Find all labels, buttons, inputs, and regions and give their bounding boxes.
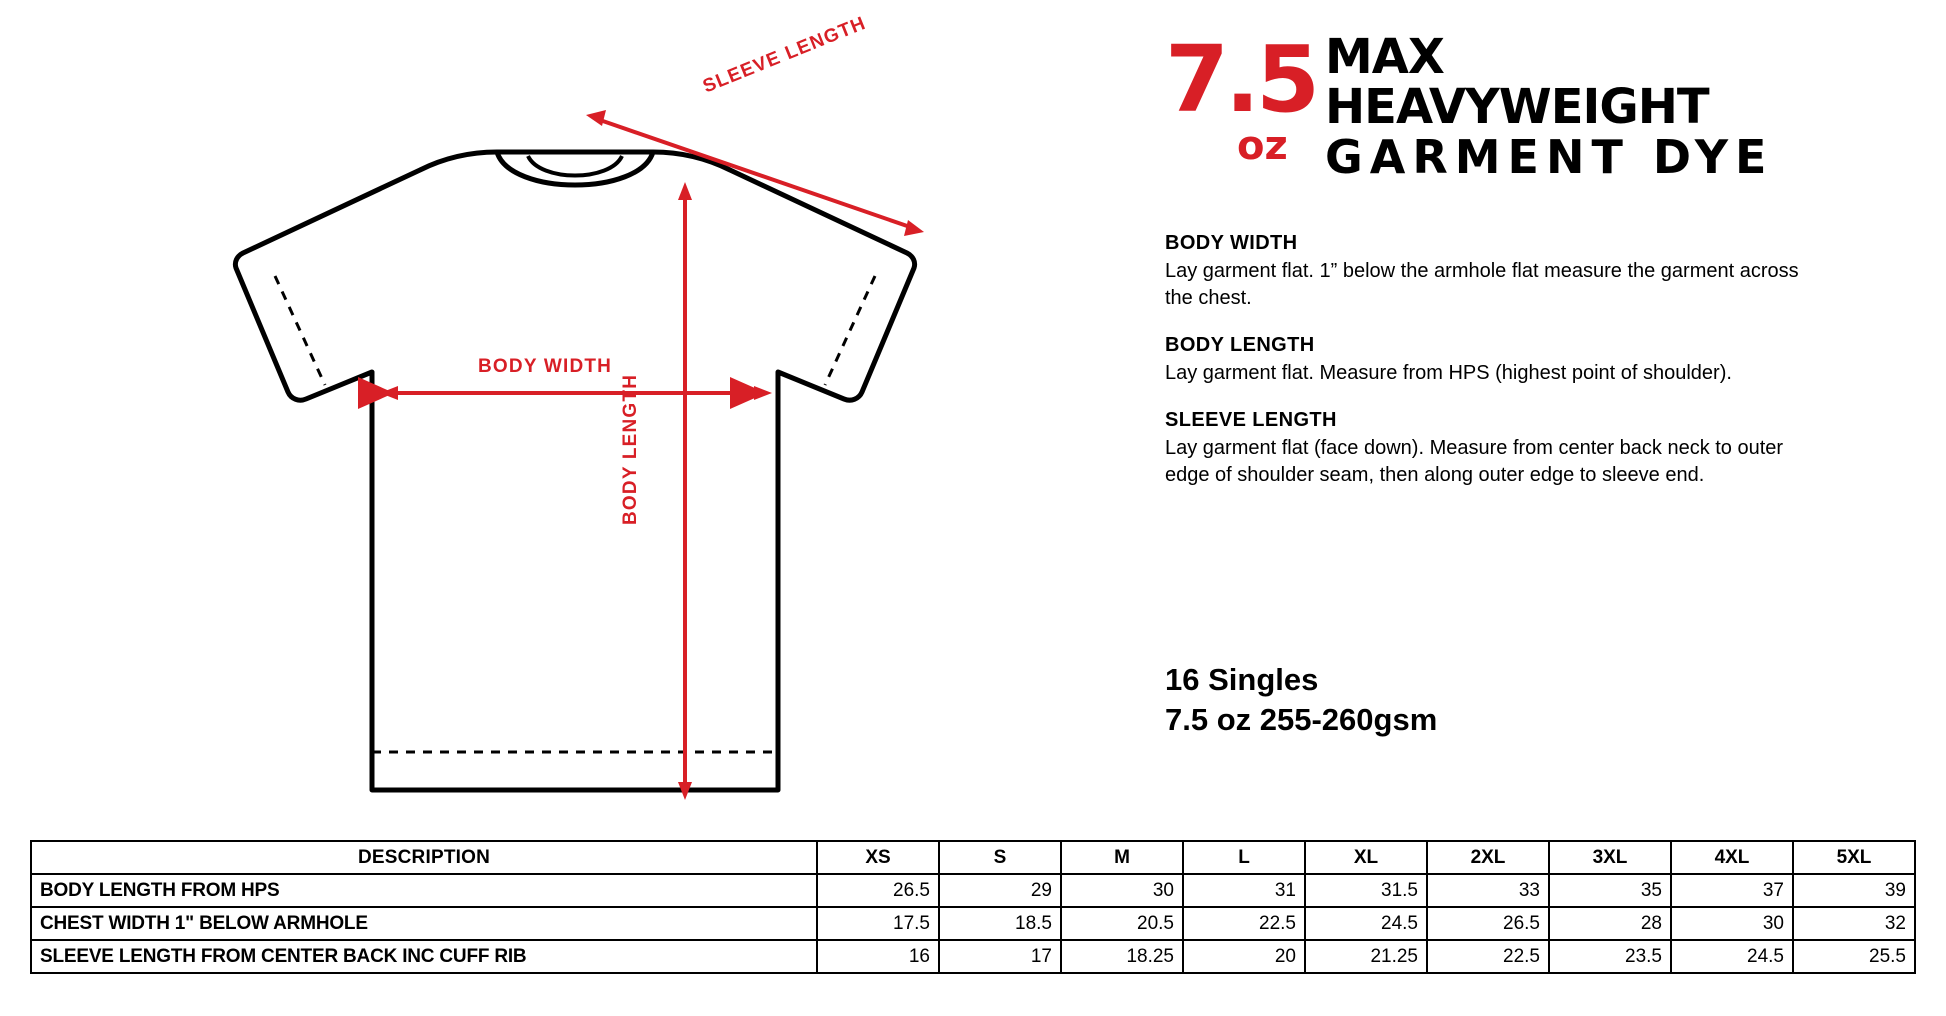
- cell-value: 20: [1183, 940, 1305, 973]
- sleeve-length-label: SLEEVE LENGTH: [700, 12, 870, 98]
- sleeve-length-arrow-end: [904, 220, 924, 236]
- cell-value: 30: [1061, 874, 1183, 907]
- cell-value: 39: [1793, 874, 1915, 907]
- cell-value: 31: [1183, 874, 1305, 907]
- tshirt-outline: [235, 152, 914, 790]
- cell-value: 29: [939, 874, 1061, 907]
- column-header-size: 4XL: [1671, 841, 1793, 874]
- column-header-size: XL: [1305, 841, 1427, 874]
- spec-singles: 16 Singles: [1165, 662, 1319, 697]
- cell-value: 32: [1793, 907, 1915, 940]
- size-table: [30, 840, 1916, 974]
- cell-value: 17: [939, 940, 1061, 973]
- brand-weight-unit: oz: [1237, 123, 1288, 169]
- instruction-title: BODY WIDTH: [1165, 232, 1298, 254]
- cell-value: 25.5: [1793, 940, 1915, 973]
- table-row: [31, 874, 1915, 907]
- fabric-spec: [1165, 660, 1437, 740]
- row-label: BODY LENGTH FROM HPS: [31, 874, 817, 907]
- cell-value: 33: [1427, 874, 1549, 907]
- garment-diagram: [0, 0, 1120, 820]
- column-header-size: L: [1183, 841, 1305, 874]
- sleeve-length-arrow-start: [586, 110, 606, 126]
- cell-value: 30: [1671, 907, 1793, 940]
- instruction-title: BODY LENGTH: [1165, 334, 1315, 356]
- brand-line-heavyweight: HEAVYWEIGHT: [1325, 79, 1709, 135]
- column-header-size: 5XL: [1793, 841, 1915, 874]
- cell-value: 16: [817, 940, 939, 973]
- instruction-text: Lay garment flat. Measure from HPS (highest point of shoulder).: [1165, 362, 1732, 384]
- row-label: CHEST WIDTH 1" BELOW ARMHOLE: [31, 907, 817, 940]
- cell-value: 20.5: [1061, 907, 1183, 940]
- cell-value: 18.25: [1061, 940, 1183, 973]
- instruction-body-width: [1165, 232, 1825, 312]
- instruction-text: Lay garment flat (face down). Measure from center back neck to outer edge of shoulder seam, then along outer edge to sleeve end.: [1165, 437, 1784, 486]
- product-info-panel: [1165, 0, 1925, 820]
- row-label: SLEEVE LENGTH FROM CENTER BACK INC CUFF RIB: [31, 940, 817, 973]
- spec-weight: 7.5 oz 255-260gsm: [1165, 702, 1438, 737]
- size-table-container: [30, 840, 1916, 974]
- brand-lockup: [1165, 26, 1925, 204]
- instruction-title: SLEEVE LENGTH: [1165, 409, 1337, 431]
- brand-line-garment-dye: GARMENT DYE: [1325, 130, 1774, 184]
- cell-value: 26.5: [817, 874, 939, 907]
- measurement-instructions: [1165, 232, 1825, 511]
- cell-value: 17.5: [817, 907, 939, 940]
- instruction-sleeve-length: [1165, 409, 1825, 489]
- cell-value: 26.5: [1427, 907, 1549, 940]
- column-header-size: XS: [817, 841, 939, 874]
- table-row: [31, 940, 1915, 973]
- body-width-label: BODY WIDTH: [478, 356, 613, 377]
- brand-weight-value: 7.5: [1165, 26, 1316, 133]
- column-header-size: M: [1061, 841, 1183, 874]
- column-header-size: S: [939, 841, 1061, 874]
- instruction-body-length: [1165, 334, 1825, 387]
- tshirt-technical-drawing: [0, 0, 1120, 820]
- cell-value: 35: [1549, 874, 1671, 907]
- cell-value: 18.5: [939, 907, 1061, 940]
- instruction-text: Lay garment flat. 1” below the armhole flat measure the garment across the chest.: [1165, 260, 1799, 309]
- column-header-size: 3XL: [1549, 841, 1671, 874]
- column-header-description: DESCRIPTION: [31, 841, 817, 874]
- cell-value: 21.25: [1305, 940, 1427, 973]
- cell-value: 28: [1549, 907, 1671, 940]
- table-header-row: [31, 841, 1915, 874]
- cell-value: 22.5: [1427, 940, 1549, 973]
- body-length-label: BODY LENGTH: [620, 373, 641, 525]
- brand-text-lines: [1325, 29, 1925, 184]
- cell-value: 24.5: [1305, 907, 1427, 940]
- cell-value: 24.5: [1671, 940, 1793, 973]
- cell-value: 31.5: [1305, 874, 1427, 907]
- cell-value: 37: [1671, 874, 1793, 907]
- cell-value: 23.5: [1549, 940, 1671, 973]
- column-header-size: 2XL: [1427, 841, 1549, 874]
- cell-value: 22.5: [1183, 907, 1305, 940]
- table-row: [31, 907, 1915, 940]
- brand-line-max: MAX: [1325, 29, 1444, 85]
